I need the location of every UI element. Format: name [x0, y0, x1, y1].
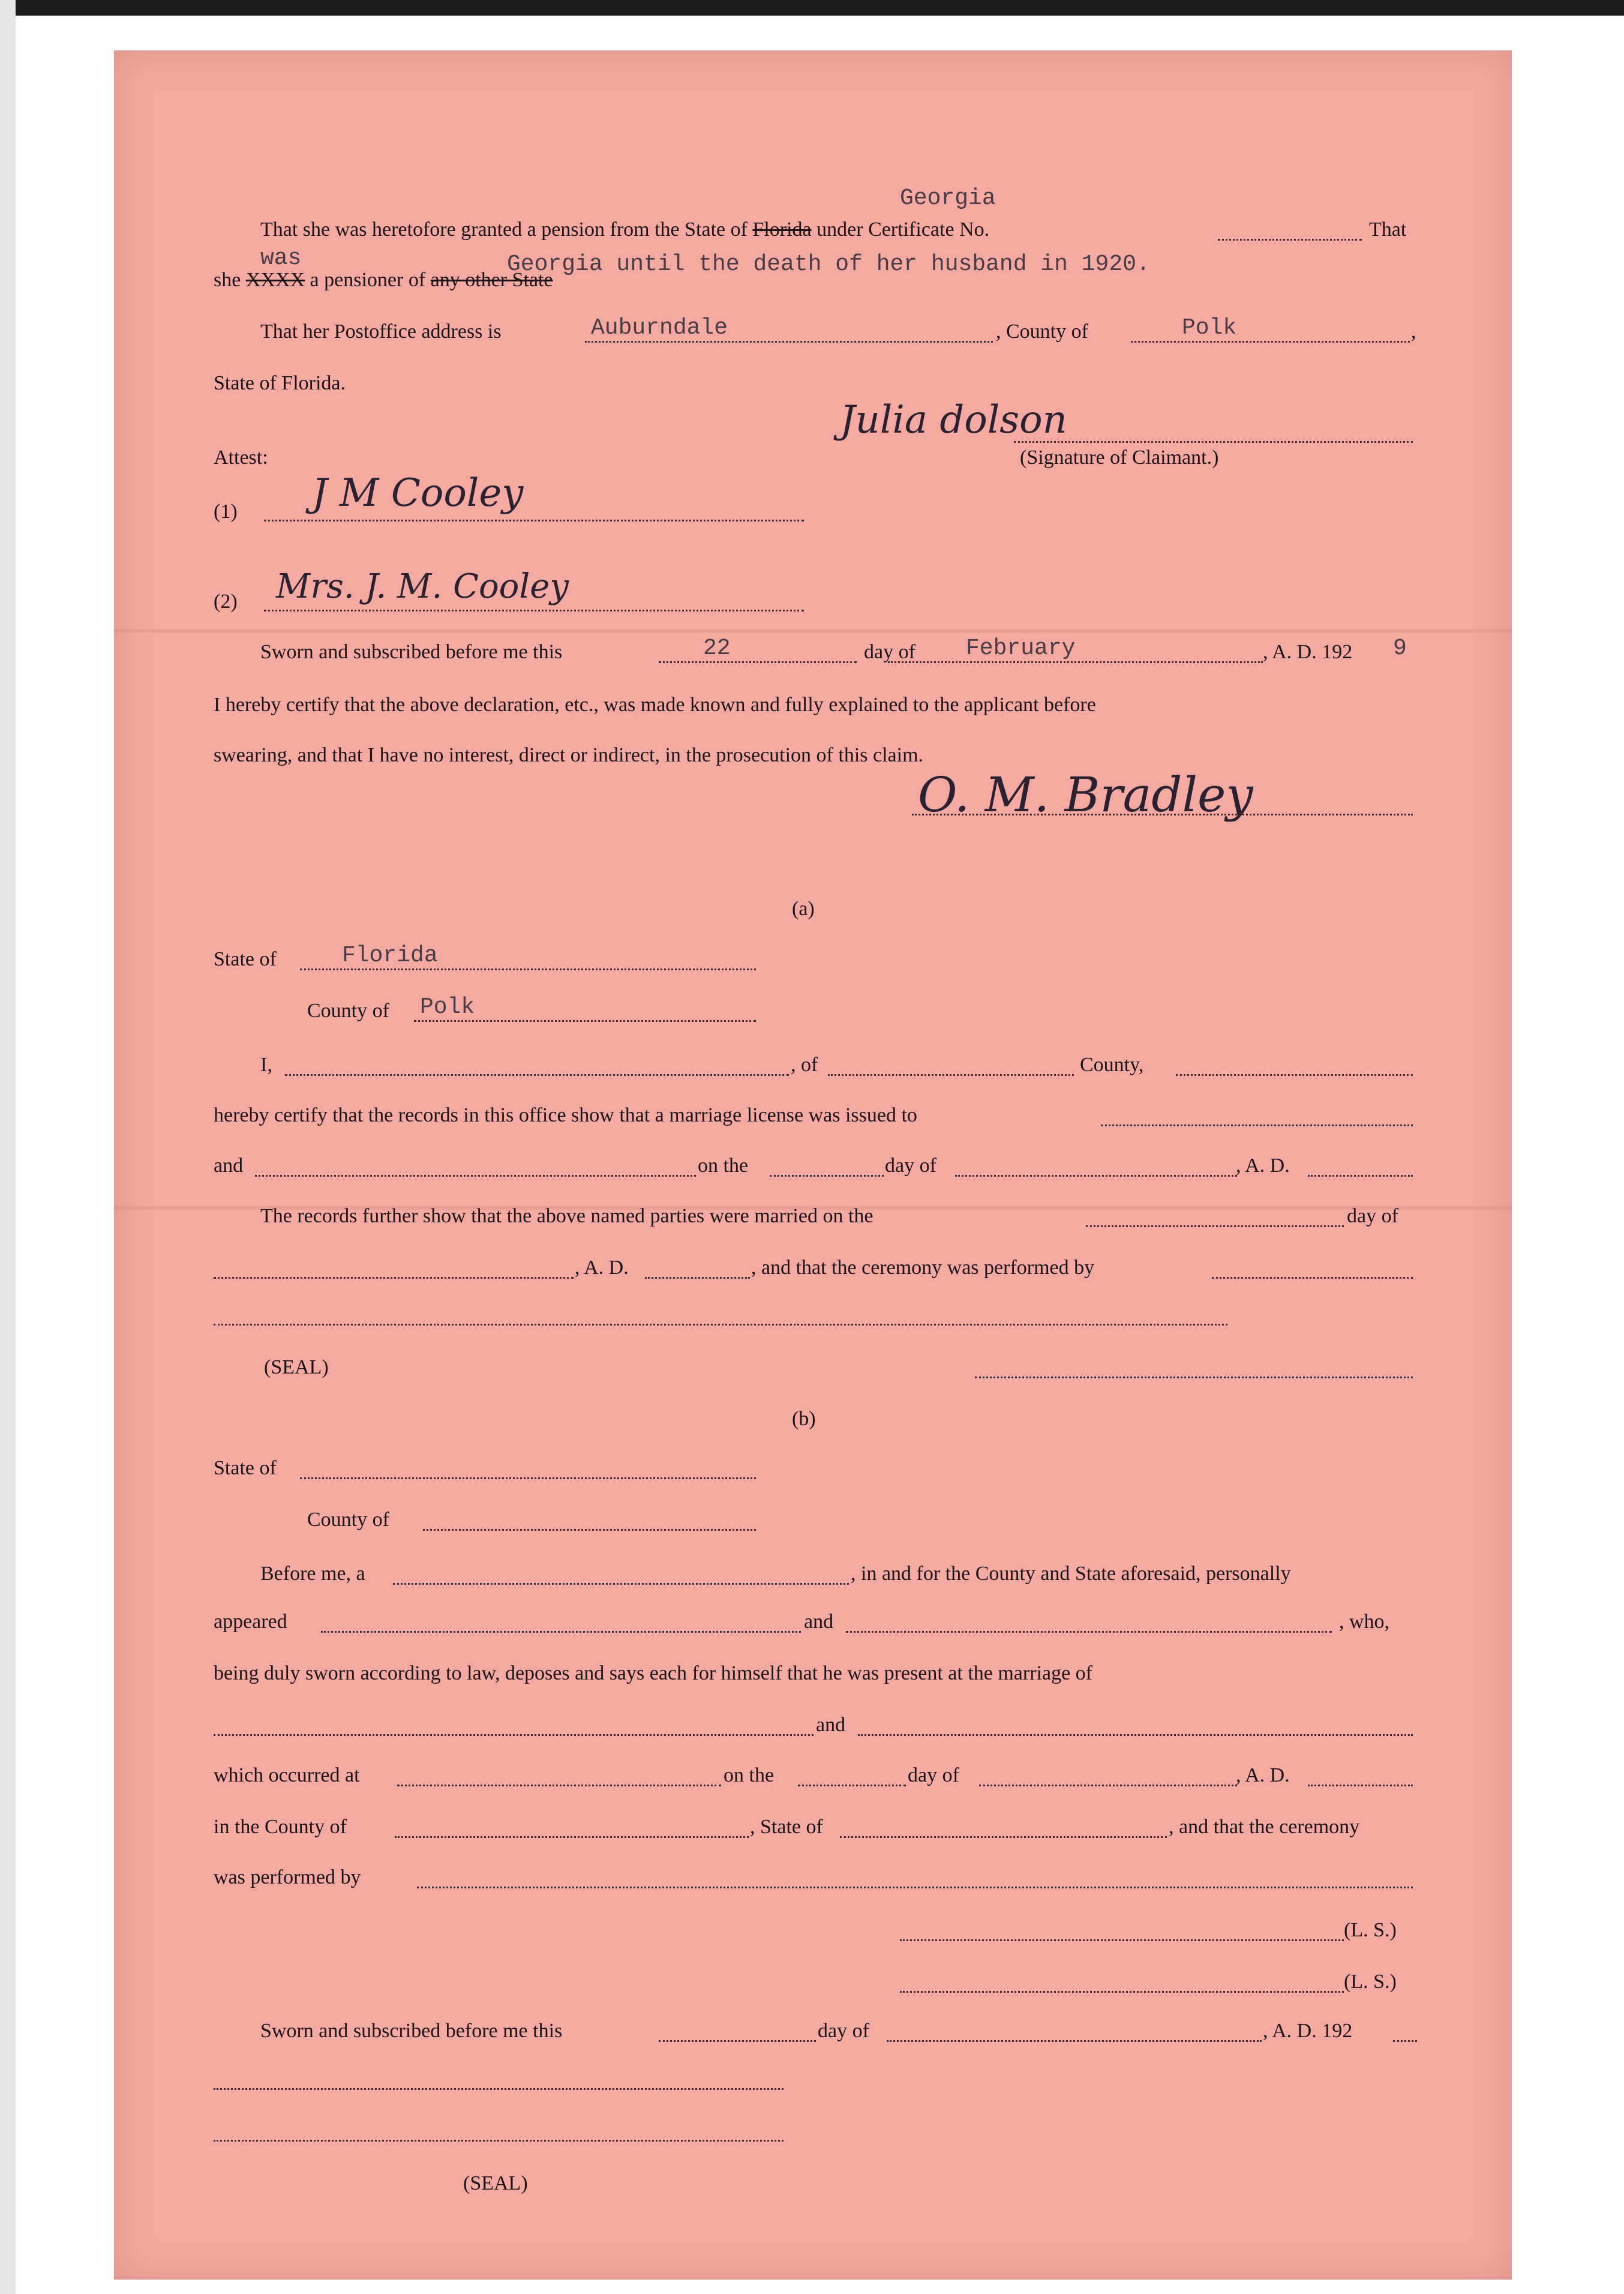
sworn-day-field	[659, 661, 857, 663]
witness1-signature: J M Cooley	[312, 471, 524, 515]
sworn2-officer-line-2	[214, 2140, 784, 2142]
sa-issued-to-field	[1101, 1124, 1413, 1126]
sa-records: The records further show that the above named parties were married on the	[260, 1205, 873, 1227]
sa-day-of: day of	[885, 1155, 936, 1177]
sworn-year: 9	[1393, 635, 1407, 661]
sa-married-day-of: day of	[1347, 1205, 1398, 1227]
sa-hereby: hereby certify that the records in this office show that a marriage license was issued to	[214, 1104, 917, 1126]
sworn-label: Sworn and subscribed before me this	[260, 641, 563, 663]
sb-performed: was performed by	[214, 1866, 361, 1888]
scan-left-edge	[0, 0, 16, 2294]
sa-signature-line	[975, 1377, 1413, 1378]
sworn2-year-field	[1393, 2040, 1417, 2042]
sb-occurred-field	[397, 1785, 721, 1786]
official-signature: O. M. Bradley	[918, 767, 1253, 823]
sb-who: , who,	[1339, 1611, 1390, 1633]
sb-month-field	[979, 1785, 1237, 1786]
postoffice-value: Auburndale	[591, 315, 728, 341]
sb-and: and	[804, 1611, 834, 1633]
county-field	[1131, 341, 1410, 343]
ls-1: (L. S.)	[1344, 1919, 1397, 1941]
sworn2-day-field	[659, 2040, 816, 2042]
sb-on-the: on the	[724, 1764, 775, 1786]
sa-on-the: on the	[698, 1155, 749, 1177]
sb-state-label: State of	[214, 1457, 277, 1479]
certify-line-1: I hereby certify that the above declaration, etc., was made known and fully explained to the applicant before	[214, 694, 1096, 716]
sworn2-day-of: day of	[818, 2020, 869, 2042]
sworn2-month-field	[887, 2040, 1262, 2042]
sa-county-value: Polk	[420, 994, 475, 1020]
certify-line-2: swearing, and that I have no interest, direct or indirect, in the prosecution of this claim.	[214, 744, 924, 766]
sa-county-field	[414, 1020, 756, 1022]
ls2-line	[900, 1991, 1344, 1993]
sb-year-field	[1308, 1785, 1413, 1786]
sb-personally: , in and for the County and State aforesaid, personally	[851, 1563, 1291, 1585]
scan-top-edge	[0, 0, 1624, 16]
sa-ad-2: , A. D.	[575, 1257, 629, 1279]
postoffice-label: That her Postoffice address is	[260, 320, 502, 343]
witness2-line	[264, 610, 804, 611]
typed-was: was	[260, 245, 302, 271]
sb-being-sworn: being duly sworn according to law, deposes and says each for himself that he was present at the marriage of	[214, 1662, 1092, 1684]
typed-state-georgia: Georgia	[900, 185, 996, 211]
sb-state-of-field	[840, 1836, 1167, 1838]
sb-ad: , A. D.	[1236, 1764, 1290, 1786]
sb-state-of: , State of	[750, 1816, 823, 1838]
sa-married-year-field	[645, 1277, 750, 1279]
sb-marriage-field-1	[214, 1734, 813, 1736]
sb-appeared-field-2	[846, 1631, 1332, 1633]
sb-performed-field	[417, 1887, 1413, 1888]
section-b-label: (b)	[792, 1408, 816, 1430]
sa-ad: , A. D.	[1236, 1155, 1290, 1177]
sa-and: and	[214, 1155, 244, 1177]
sa-state-label: State of	[214, 948, 277, 970]
witness2-number: (2)	[214, 590, 238, 613]
sa-name-field	[285, 1074, 789, 1076]
sworn-month: February	[966, 635, 1076, 661]
postoffice-field	[585, 341, 993, 343]
sb-county-field	[423, 1529, 756, 1531]
ad-label: , A. D. 192	[1263, 641, 1353, 663]
sworn-month-field	[888, 661, 1263, 663]
line1-text: That she was heretofore granted a pension from the State of Florida under Certificate No.	[260, 218, 990, 241]
ls-2: (L. S.)	[1344, 1971, 1397, 1993]
sb-county-of-field	[395, 1836, 749, 1838]
sa-year-field	[1308, 1175, 1413, 1177]
sa-of-label: , of	[791, 1054, 818, 1076]
witness1-number: (1)	[214, 500, 238, 523]
sb-occurred: which occurred at	[214, 1764, 360, 1786]
signature-caption: (Signature of Claimant.)	[1020, 446, 1219, 469]
sb-ceremony: , and that the ceremony	[1169, 1816, 1360, 1838]
sa-county-comma: County,	[1080, 1054, 1144, 1076]
sa-married-month-field	[214, 1277, 574, 1279]
sb-day-of: day of	[908, 1764, 959, 1786]
ls1-line	[900, 1939, 1344, 1941]
fold-line	[114, 629, 1512, 632]
sworn2-officer-line-1	[214, 2088, 784, 2090]
typed-pension-note: Georgia until the death of her husband in 1920.	[507, 251, 1150, 277]
sa-of-field	[828, 1074, 1074, 1076]
sa-married-day-field	[1086, 1225, 1344, 1227]
sa-performed-by-field	[1212, 1277, 1413, 1279]
sa-county-label: County of	[307, 1000, 389, 1022]
county-value: Polk	[1182, 315, 1237, 341]
sb-appeared-field-1	[321, 1631, 801, 1633]
sa-and-field	[255, 1175, 696, 1177]
day-of-label: day of	[864, 641, 915, 663]
seal-2: (SEAL)	[463, 2172, 528, 2194]
sb-state-field	[300, 1477, 756, 1479]
sb-before-me: Before me, a	[260, 1563, 365, 1585]
sb-in-county: in the County of	[214, 1816, 347, 1838]
sworn2-label: Sworn and subscribed before me this	[260, 2020, 563, 2042]
sa-day-field	[770, 1175, 884, 1177]
sb-day-field	[798, 1785, 906, 1786]
state-of-florida: State of Florida.	[214, 372, 346, 394]
line2-prefix: she XXXX a pensioner of any other State	[214, 269, 553, 291]
sb-appeared: appeared	[214, 1611, 287, 1633]
certificate-no-field	[1218, 239, 1362, 241]
sa-county-field-2	[1176, 1074, 1413, 1076]
claimant-signature: Julia dolson	[840, 398, 1067, 442]
witness2-signature: Mrs. J. M. Cooley	[276, 567, 569, 606]
claimant-signature-line	[1014, 441, 1413, 443]
seal-1: (SEAL)	[264, 1356, 329, 1378]
sa-month-field	[955, 1175, 1237, 1177]
sb-county-label: County of	[307, 1509, 389, 1531]
sa-ceremony: , and that the ceremony was performed by	[751, 1257, 1095, 1279]
sa-state-field	[300, 968, 756, 970]
county-label: , County of	[996, 320, 1088, 343]
sworn-day: 22	[703, 635, 731, 661]
sa-state-value: Florida	[342, 943, 438, 968]
attest-label: Attest:	[214, 446, 268, 469]
comma: ,	[1411, 320, 1416, 343]
sa-i-label: I,	[260, 1054, 272, 1076]
sb-and-2: and	[816, 1714, 846, 1736]
sb-officer-field	[393, 1583, 849, 1585]
sworn2-ad: , A. D. 192	[1263, 2020, 1353, 2042]
sb-marriage-field-2	[858, 1734, 1413, 1736]
section-a-label: (a)	[792, 898, 815, 920]
line1-end: That	[1369, 218, 1407, 241]
witness1-line	[264, 520, 804, 521]
sa-extra-line	[214, 1324, 1227, 1326]
